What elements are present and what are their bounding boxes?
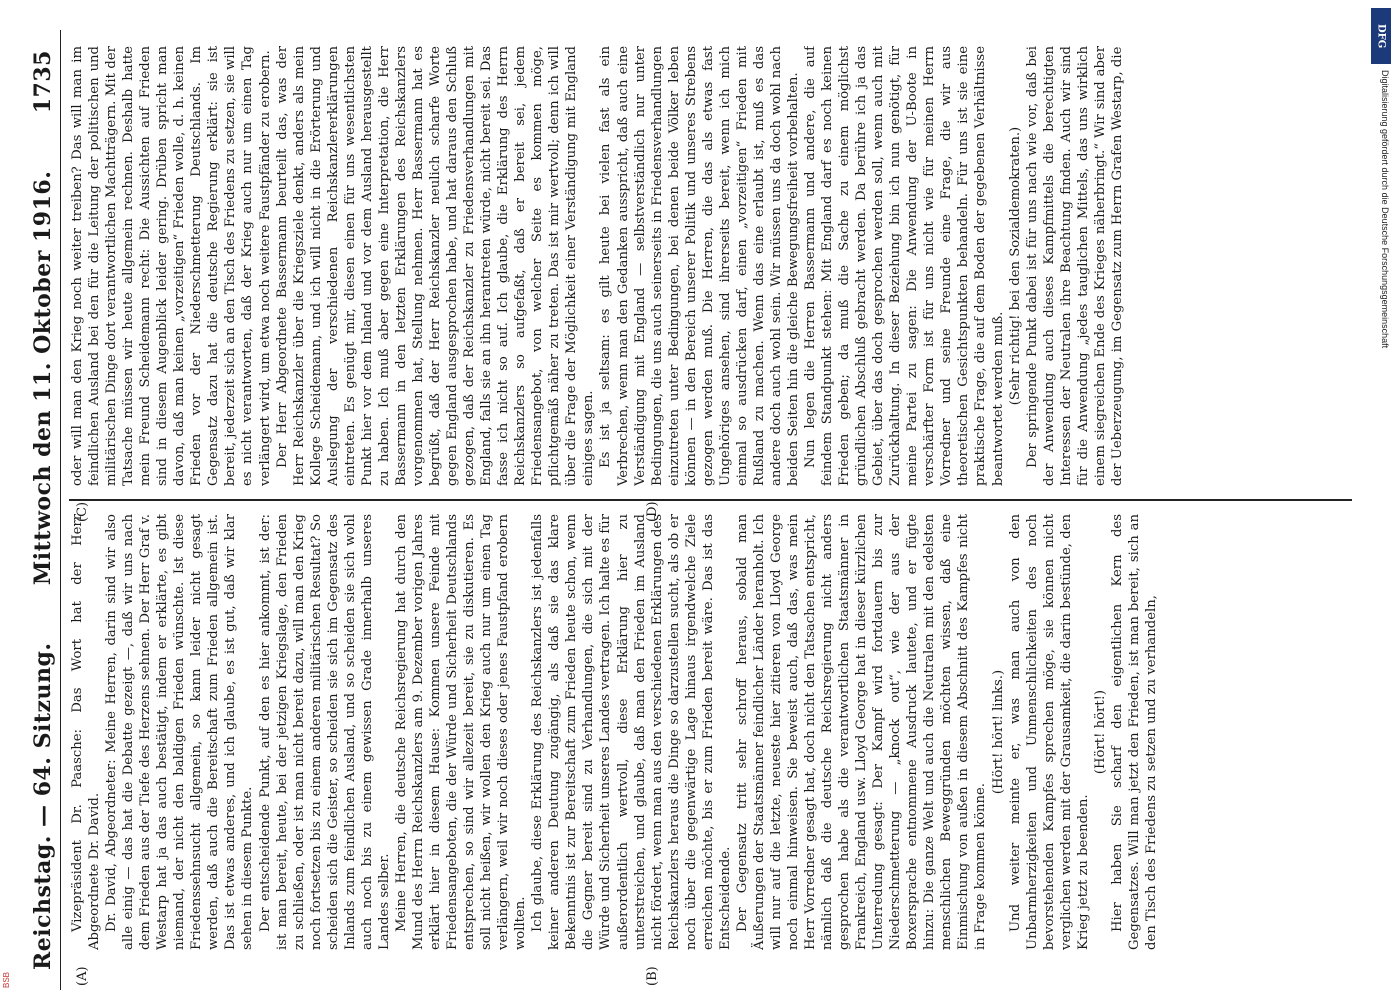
- right-text-column: [69, 46, 1352, 486]
- paragraph: Der springende Punkt dabei ist für uns nach wie vor, daß bei der Anwendung auch dieses Kampfmittels die berechtigten Interessen der Neutralen ihre Beachtung finden. Auch wir sind für die Anwendung „jedes tauglichen Mittels, das uns wirklich einem siegreichen Ende des Krieges näherbringt.“ Wir sind aber der Ueberzeugung, im Gegensatz zum Herrn Grafen Westarp, die: [1024, 46, 1125, 486]
- paragraph: Dr. David, Abgeordneter: Meine Herren, darin sind wir also alle einig — das hat die Debatte gezeigt —, daß wir uns nach dem Frieden aus der Tiefe des Herzens sehnen. Der Herr Graf v. Westarp hat ja das auch bestätigt, indem er erklärte, es gibt niemand, der nicht den baldigen Frieden wünschte. Ist diese Friedenssehnsucht allgemein, so kann leider nicht gesagt werden, daß auch die Bereitschaft zum Frieden allgemein ist. Das ist etwas anderes, und ich glaube, es ist gut, daß wir klar sehen in diesem Punkte.: [104, 514, 256, 950]
- margin-marker-c: (C): [75, 501, 90, 522]
- digitization-credit: Digitalisierung gefördert durch die Deutsche Forschungsgemeinschaft: [1380, 70, 1390, 349]
- page-number: 1735: [29, 50, 56, 114]
- column-divider: [69, 500, 1352, 502]
- margin-marker-a: (A): [75, 966, 90, 986]
- paragraph: oder will man den Krieg noch weiter treiben? Das will man im feindlichen Ausland bei den für die Leitung der politischen und militärischen Dinge dort verantwortlichen Machtträgern. Mit der Tatsache müssen wir heute allgemein rechnen. Deshalb hatte mein Freund Scheidemann recht: Die Aussichten auf Frieden sind in diesem Augenblick leider gering. Drüben spricht man davon, daß man keinen „vorzeitigen“ Frieden wolle, d. h. keinen Frieden vor der Niederschmetterung Deutschlands. Im Gegensatz dazu hat die deutsche Regierung erklärt: sie ist bereit, jederzeit sich an den Tisch des Friedens zu setzen, sie will es nicht verantworten, daß der Krieg auch nur um einen Tag verlängert wird, um etwa noch weitere Faustpfänder zu erobern.: [70, 46, 273, 486]
- bsb-mark: BSB: [2, 972, 11, 989]
- paragraph: Der entscheidende Punkt, auf den es hier ankommt, ist der: ist man bereit, heute, bei der jetzigen Kriegslage, den Frieden zu schließen, oder ist man nicht bereit dazu, will man den Krieg noch fortsetzen bis zu einem anderen militärischen Resultat? So scheiden sich die Geister, so scheiden sie sich im Gegensatz des Inlands zum feindlichen Ausland, und so scheiden sie sich wohl auch noch bis zu einem gewissen Grade innerhalb unseres Landes selber.: [257, 514, 392, 950]
- margin-marker-d: (D): [645, 501, 660, 522]
- header-date: Mittwoch den 11. Oktober 1916.: [29, 170, 56, 586]
- paragraph: Der Gegensatz tritt sehr schroff heraus, sobald man Äußerungen der Staatsmänner feindlicher Länder heranholt. Ich will nur auf die letzte, neueste hier zitieren von Lloyd George noch einmal hinweisen. Sie beweist auch, daß das, was mein Herr Vorredner gesagt hat, doch nicht den Tatsachen entspricht, nämlich daß die deutsche Reichsregierung nicht anders gesprochen habe als die verantwortlichen Staatsmänner in Frankreich, England usw. Lloyd George hat in dieser kürzlichen Unterredung gesagt: Der Kampf wird fortdauern bis zur Niederschmetterung — „knock out“, wie der aus der Boxersprache entnommene Ausdruck lautete, und er fügte hinzu: Die ganze Welt und auch die Neutralen mit den edelsten menschlichen Beweggründen möchten wissen, daß eine Einmischung von außen in diesem Abschnitt des Kampfes nicht in Frage kommen könne.: [734, 514, 989, 950]
- paragraph: Nun legen die Herren Bassermann und andere, die auf feindem Standpunkt stehen: Mit England darf es noch keinen Frieden geben; da muß die Sache zu einem möglichst gründlichen Abschluß gebracht werden. Da berühre ich ja das Gebiet, über das doch gesprochen werden soll, wenn auch mit Zurückhaltung. In dieser Beziehung bin ich nun genötigt, für meine Partei zu sagen: Die Anwendung der U-Boote in verschärfter Form ist für uns nicht wie für meinen Herrn Vorredner und seine Freunde eine Frage, die wir aus theoretischen Gesichtspunkten behandeln. Für uns ist sie eine praktische Frage, die auf dem Boden der gegebenen Verhältnisse beantwortet werden muß.: [803, 46, 1006, 486]
- interjection: (Hört! hört! links.): [990, 669, 1006, 795]
- interjection: (Hört! hört!): [1092, 689, 1108, 775]
- interjection: (Sehr richtig! bei den Sozialdemokraten.): [1007, 126, 1023, 406]
- paragraph: Vizepräsident Dr. Paasche: Das Wort hat der Herr Abgeordnete Dr. David.: [70, 514, 103, 950]
- dfg-logo: DFG: [1371, 8, 1391, 64]
- header-session: Reichstag. — 64. Sitzung.: [29, 642, 56, 970]
- scanned-page: [25, 30, 1360, 990]
- page-header: [25, 30, 61, 990]
- paragraph: Und weiter meinte er, was man auch von den Unbarmherzigkeiten und Unmenschlichkeiten des noch bevorstehenden Kampfes sprechen möge, sie können nicht verglichen werden mit der Grausamkeit, die darin bestünde, den Krieg jetzt zu beenden.: [1007, 514, 1091, 950]
- paragraph: Hier haben Sie scharf den eigentlichen Kern des Gegensatzes. Will man jetzt den Frieden, ist man bereit, sich an den Tisch des Friedens zu setzen und zu verhandeln,: [1109, 514, 1159, 950]
- margin-marker-b: (B): [645, 966, 660, 986]
- left-text-column: [69, 514, 1352, 950]
- paragraph: Ich glaube, diese Erklärung des Reichskanzlers ist jedenfalls keiner anderen Deutung zugängig, als daß sie das klare Bekenntnis ist zur Bereitschaft zum Frieden heute schon, wenn die Gegner bereit sind zu Verhandlungen, die sich mit der Würde und Sicherheit unseres Landes vertragen. Ich halte es für außerordentlich wertvoll, diese Erklärung hier zu unterstreichen, und glaube, daß man den Frieden im Ausland nicht fördert, wenn man aus den verschiedenen Erklärungen des Reichskanzlers heraus die Dinge so darzustellen sucht, als ob er noch über die gegenwärtige Lage hinaus irgendwelche Ziele erreichen möchte, bis er zum Frieden bereit wäre. Das ist das Entscheidende.: [530, 514, 733, 950]
- paragraph: Meine Herren, die deutsche Reichsregierung hat durch den Mund des Herrn Reichskanzlers am 9. Dezember vorigen Jahres erklärt hier in diesem Hause: Kommen unsere Feinde mit Friedensangeboten, die der Würde und Sicherheit Deutschlands entsprechen, so sind wir allezeit bereit, sie zu diskutieren. Es soll nicht heißen, wir wollen den Krieg auch nur um einen Tag verlängern, weil wir noch dieses oder jenes Faustpfand erobern wollten.: [393, 514, 529, 950]
- paragraph: Der Herr Abgeordnete Bassermann beurteilt das, was der Herr Reichskanzler über die Kriegsziele denkt, anders als mein Kollege Scheidemann, und ich will nicht in die Erörterung und Auslegung der verschiedenen Reichskanzlererklärungen eintreten. Es genügt mir, diesen einen für uns wesentlichsten Punkt hier vor dem Inland und vor dem Ausland herausgestellt zu haben. Ich muß aber gegen eine Interpretation, die Herr Bassermann in den letzten Erklärungen des Reichskanzlers vorgenommen hat, Stellung nehmen. Herr Bassermann hat es begrüßt, daß der Herr Reichskanzler neulich scharfe Worte gegen England ausgesprochen habe, und hat daraus den Schluß gezogen, daß der Reichskanzler zu Friedensverhandlungen mit England, falls sie an ihn herantreten würde, nicht bereit sei. Das fasse ich nicht so auf. Ich glaube, die Erklärung des Herrn Reichskanzlers so aufgefaßt, daß er bereit sei, jedem Friedensangebot, von welcher Seite es kommen möge, pflichtgemäß näher zu treten. Das ist mir wertvoll; denn ich will über die Frage der Möglichkeit einer Verständigung mit England einiges sagen.: [274, 46, 597, 486]
- paragraph: Es ist ja seltsam: es gilt heute bei vielen fast als ein Verbrechen, wenn man den Gedanken ausspricht, daß auch eine Verständigung mit England — selbstverständlich nur unter Bedingungen, die uns auch seinerseits in Friedensverhandlungen einzutreten unter Bedingungen, bei denen beide Völker leben können — in den Bereich unserer Politik und unseres Strebens gezogen werden muß. Die Herren, die das als etwas fast Ungehöriges ansehen, sind ihrerseits bereit, wenn ich mich einmal so ausdrücken darf, einen „vorzeitigen“ Frieden mit Rußland zu machen. Wenn das eine erlaubt ist, muß es das andere doch auch wohl sein. Wir müssen uns da doch wohl nach beiden Seiten hin die gleiche Bewegungsfreiheit vorbehalten.: [598, 46, 801, 486]
